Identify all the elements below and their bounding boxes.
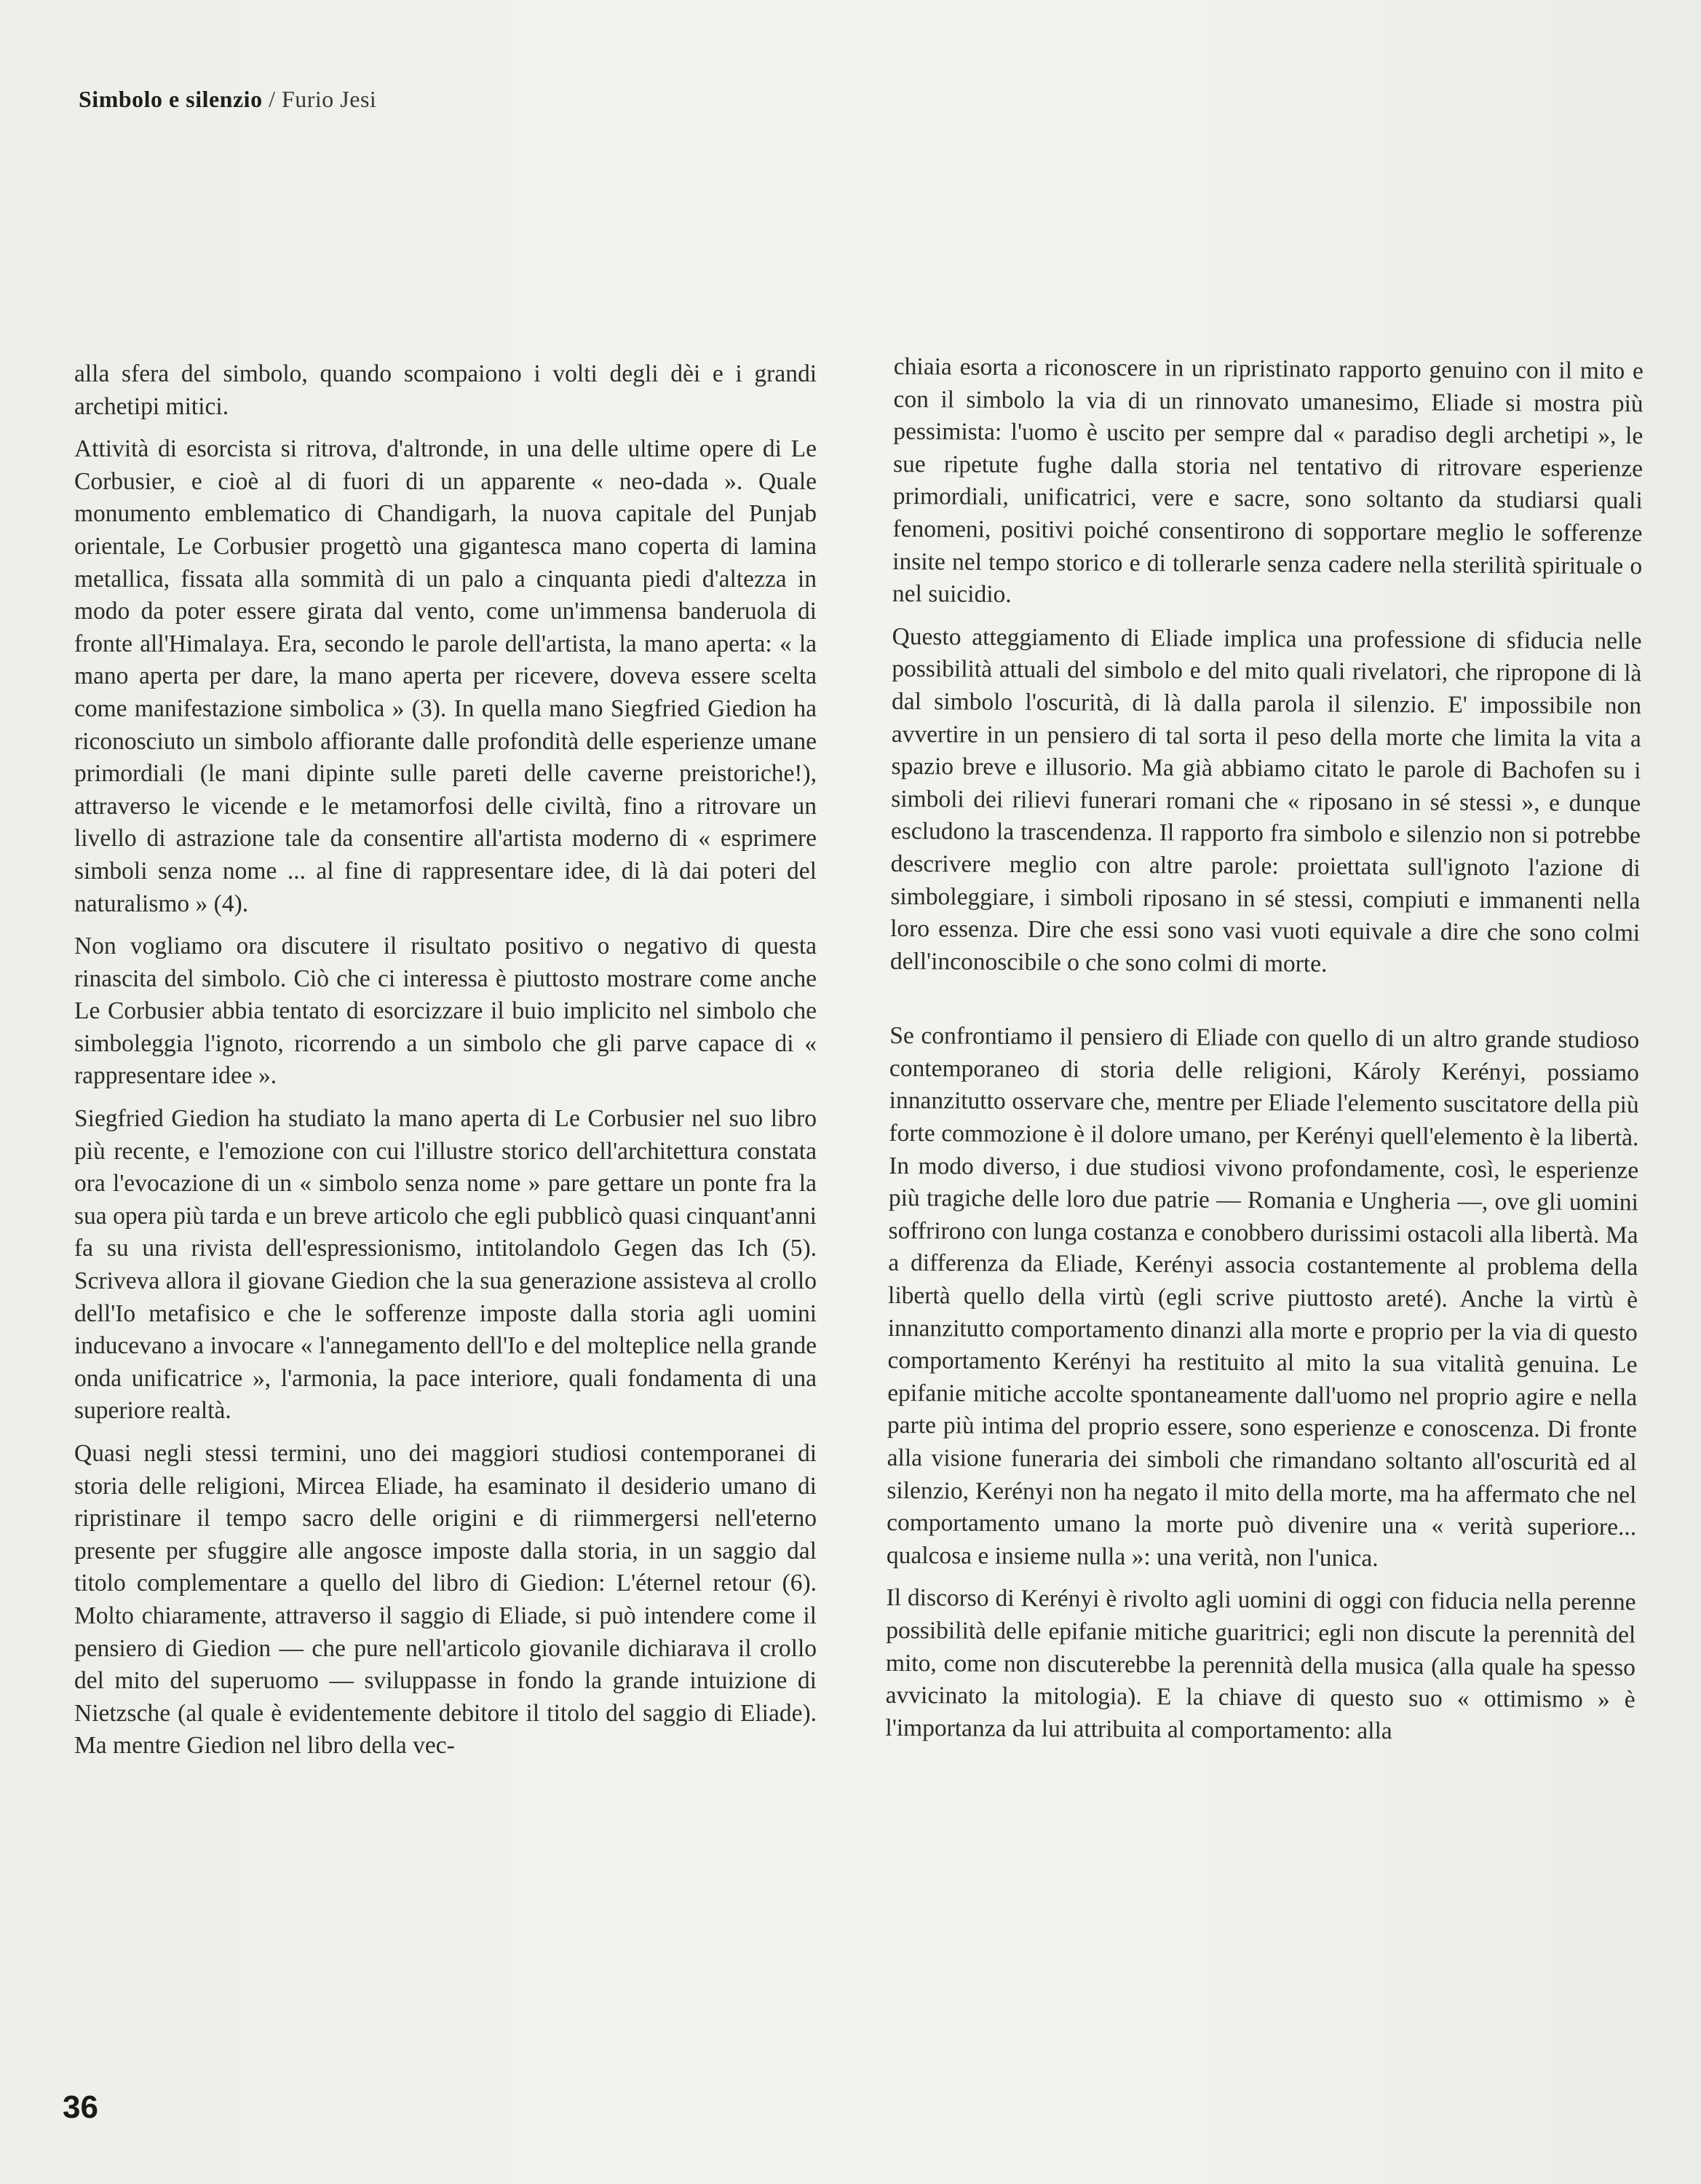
- article-title: Simbolo e silenzio: [79, 86, 263, 112]
- right-column: [885, 351, 1643, 1760]
- left-column: [74, 358, 817, 1773]
- title-separator: /: [262, 86, 282, 112]
- author-name: Furio Jesi: [281, 86, 377, 112]
- paragraph: chiaia esorta a riconoscere in un ripristinato rapporto genuino con il mito e con il simbolo la via di un rinnovato umanesimo, Eliade si mostra più pessimista: l'uomo è uscito per sempre dal « paradiso degli archetipi », le sue ripetute fughe dalla storia nel tentativo di ritrovare esperienze primordiali, unificatrici, vere e sacre, sono soltanto da studiarsi quali fenomeni, positivi poiché consentirono di sopportare meglio le sofferenze insite nel tempo storico e di tollerarle senza cadere nella sterilità spirituale o nel suicidio.: [892, 352, 1643, 609]
- paragraph: Siegfried Giedion ha studiato la mano aperta di Le Corbusier nel suo libro più recente, e l'emozione con cui l'illustre storico dell'architettura constata ora l'evocazione di un « simbolo senza nome » pare gettare un ponte fra la sua opera più tarda e un breve articolo che egli pubblicò quasi cinquant'anni fa su una rivista dell'espressionismo, intitolandolo Gegen das Ich (5). Scriveva allora il giovane Giedion che la sua generazione assisteva al crollo dell'Io metafisico e che le sofferenze imposte dalla storia agli uomini inducevano a invocare « l'annegamento dell'Io e del molteplice nella grande onda unificatrice », l'armonia, la pace interiore, quali fondamenta di una superiore realtà.: [74, 1105, 817, 1425]
- paragraph: Il discorso di Kerényi è rivolto agli uomini di oggi con fiducia nella perenne possibilità delle epifanie mitiche guaritrici; egli non discute la perennità del mito, come non discuterebbe la perennità della musica (alla quale ha spesso avvicinato la mitologia). E la chiave di questo suo « ottimismo » è l'importanza da lui attribuita al comportamento: alla: [885, 1584, 1636, 1744]
- paragraph: Questo atteggiamento di Eliade implica una professione di sfiducia nelle possibilità attuali del simbolo e del mito quali rivelatori, che ripropone di là dal simbolo l'oscurità, di là dalla parola il silenzio. E' impossibile non avvertire in un pensiero di tal sorta il peso della morte che limita la vita a spazio breve e illusorio. Ma già abbiamo citato le parole di Bachofen su i simboli dei rilievi funerari romani che « riposano in sé stessi », e dunque escludono la trascendenza. Il rapporto fra simbolo e silenzio non si potrebbe descrivere meglio con altre parole: proiettata sull'ignoto l'azione di simboleggiare, i simboli riposano in sé stessi, compiuti e immanenti nella loro essenza. Dire che essi sono vasi vuoti equivale a dire che sono colmi dell'inconoscibile o che sono colmi di morte.: [889, 622, 1642, 978]
- paragraph: Quasi negli stessi termini, uno dei maggiori studiosi contemporanei di storia delle religioni, Mircea Eliade, ha esaminato il desiderio umano di ripristinare il tempo sacro delle origini e di riimmergersi nell'eterno presente per sfuggire alle angosce imposte dalla storia, in un saggio dal titolo complementare a quello del libro di Giedion: L'éternel retour (6). Molto chiaramente, attraverso il saggio di Eliade, si può intendere come il pensiero di Giedion — che pure nell'articolo giovanile dichiarava il crollo del mito del superuomo — sviluppasse in fondo la grande intuizione di Nietzsche (al quale è evidentemente debitore il titolo del saggio di Eliade). Ma mentre Giedion nel libro della vec-: [74, 1440, 817, 1760]
- running-head: [79, 86, 376, 113]
- page-number: 36: [63, 2089, 98, 2125]
- paragraph: Se confrontiamo il pensiero di Eliade con quello di un altro grande studioso contemporaneo di storia delle religioni, Károly Kerényi, possiamo innanzitutto osservare che, mentre per Eliade l'elemento suscitatore della più forte commozione è il dolore umano, per Kerényi quell'elemento è la libertà. In modo diverso, i due studiosi vivono profondamente, così, le esperienze più tragiche delle loro due patrie — Romania e Ungheria —, ove gli uomini soffrirono con lunga costanza e conobbero durissimi ostacoli alla libertà. Ma a differenza da Eliade, Kerényi associa costantemente al problema della libertà quello della virtù (egli scrive piuttosto areté). Anche la virtù è innanzitutto comportamento dinanzi alla morte e proprio per la via di questo comportamento Kerényi ha restituito al mito la sua vitalità genuina. Le epifanie mitiche accolte spontaneamente dall'uomo nel proprio agire e nella parte più intima del proprio essere, sono esperienze e conoscenza. Di fronte alla visione funeraria dei simboli che rimandano soltanto all'oscurità ed al silenzio, Kerényi non ha negato il mito della morte, ma ha affermato che nel comportamento umano la morte può divenire una « verità superiore... qualcosa e insieme nulla »: una verità, non l'unica.: [886, 1022, 1640, 1572]
- paragraph: Attività di esorcista si ritrova, d'altronde, in una delle ultime opere di Le Corbusier, e cioè al di fuori di un apparente « neo-dada ». Quale monumento emblematico di Chandigarh, la nuova capitale del Punjab orientale, Le Corbusier progettò una gigantesca mano coperta di lamina metallica, fissata alla sommità di un palo a cinquanta piedi d'altezza in modo da poter essere girata dal vento, come un'immensa banderuola di fronte all'Himalaya. Era, secondo le parole dell'artista, la mano aperta: « la mano aperta per dare, la mano aperta per ricevere, doveva essere scelta come manifestazione simbolica » (3). In quella mano Siegfried Giedion ha riconosciuto un simbolo affiorante dalle profondità delle esperienze umane primordiali (le mani dipinte sulle pareti delle caverne preistoriche!), attraverso le vicende e le metamorfosi delle civiltà, fino a ritrovare un livello di astrazione tale da consentire all'artista moderno di « esprimere simboli senza nome ... al fine di rappresentare idee, di là dai poteri del naturalismo » (4).: [74, 435, 817, 917]
- paragraph: alla sfera del simbolo, quando scompaiono i volti degli dèi e i grandi archetipi mitici.: [74, 360, 817, 420]
- paragraph: Non vogliamo ora discutere il risultato positivo o negativo di questa rinascita del simbolo. Ciò che ci interessa è piuttosto mostrare come anche Le Corbusier abbia tentato di esorcizzare il buio implicito nel simbolo che simboleggia l'ignoto, ricorrendo a un simbolo che gli parve capace di « rappresentare idee ».: [74, 933, 817, 1090]
